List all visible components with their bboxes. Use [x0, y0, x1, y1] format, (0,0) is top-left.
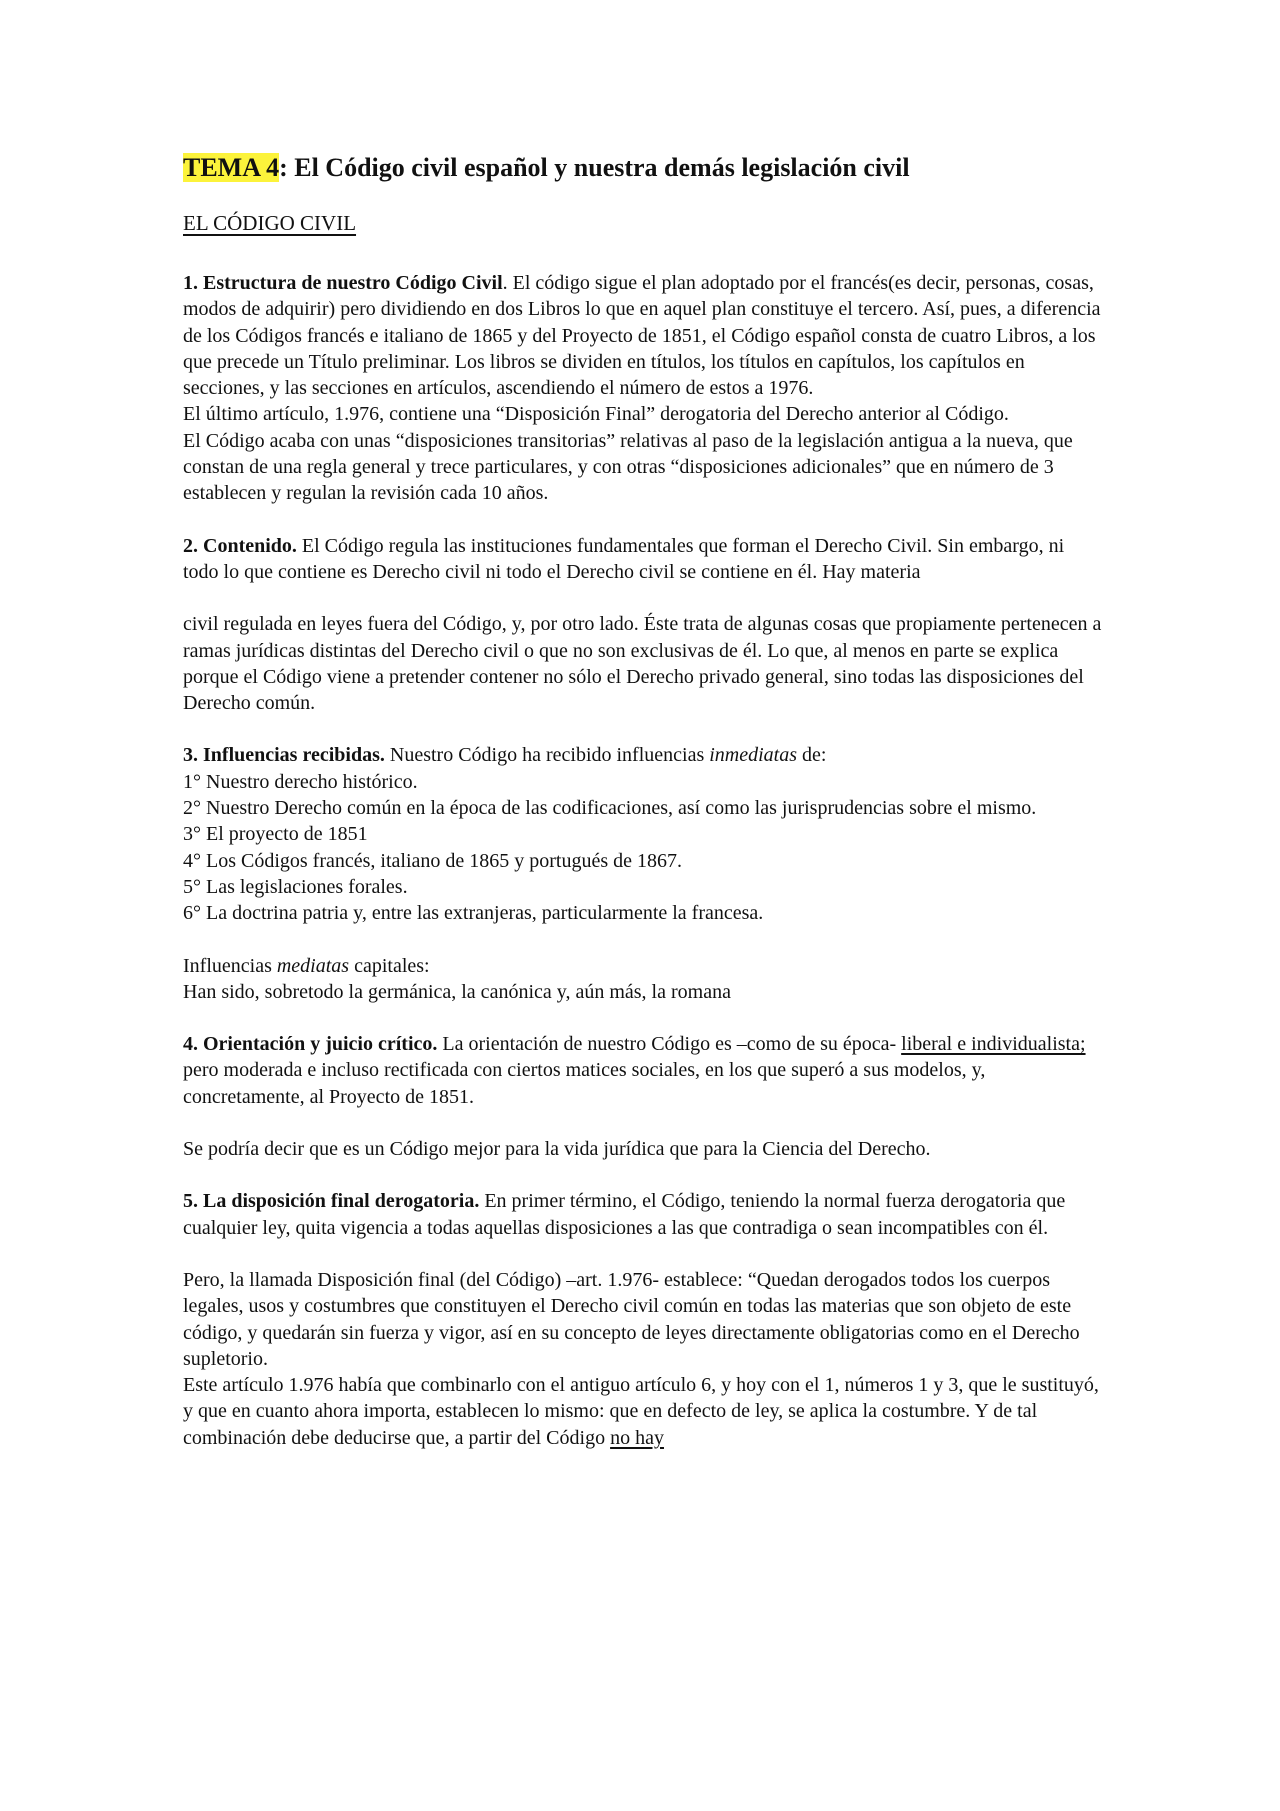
list-item: 2° Nuestro Derecho común en la época de las codificaciones, así como las jurisprudencias sobre el mismo. [183, 797, 1037, 820]
paragraph-structure: 1. Estructura de nuestro Código Civil. El código sigue el plan adoptado por el francés(es decir, personas, cosas, modos de adquirir) pero dividiendo en dos Libros lo que en aquel plan constituye el tercero. Así, pues, a diferencia de los Códigos francés e italiano de 1865 y del Proyecto de 1851, el Código español consta de cuatro Libros, a los que precede un Título preliminar. Los libros se dividen en títulos, los títulos en capítulos, los capítulos en secciones, y las secciones en artículos, ascendiendo el número de estos a 1976. [183, 272, 1101, 400]
document-content [183, 150, 1103, 1451]
paragraph-mediate-list: Han sido, sobretodo la germánica, la canónica y, aún más, la romana [183, 980, 731, 1003]
paragraph-derogation: 5. La disposición final derogatoria. En primer término, el Código, teniendo la normal fuerza derogatoria que cualquier ley, quita vigencia a todas aquellas disposiciones a las que contradiga o sean incompatibles con él. [183, 1190, 1066, 1239]
paragraph-transitional: El Código acaba con unas “disposiciones transitorias” relativas al paso de la legislación antigua a la nueva, que constan de una regla general y trece particulares, y con otras “disposiciones adicionales” que en número de 3 establecen y regulan la revisión cada 10 años. [183, 429, 1073, 505]
paragraph-final-article: El último artículo, 1.976, contiene una “Disposición Final” derogatoria del Derecho anterior al Código. [183, 403, 1009, 426]
paragraph-final-provision: Pero, la llamada Disposición final (del Código) –art. 1.976- establece: “Quedan derogados todos los cuerpos legales, usos y costumbres que constituyen el Derecho civil común en todas las materias que son objeto de este código, y quedarán sin fuerza y vigor, así en su concepto de leyes directamente obligatorias como en el Derecho supletorio. [183, 1268, 1080, 1370]
heading-structure: 1. Estructura de nuestro Código Civil [183, 272, 503, 294]
page-title [183, 150, 1103, 186]
paragraph-article-combination: Este artículo 1.976 había que combinarlo con el antiguo artículo 6, y hoy con el 1, números 1 y 3, que le sustituyó, y que en cuanto ahora importa, establecen lo mismo: que en defecto de ley, se aplica la costumbre. Y de tal combinación debe deducirse que, a partir del Código no hay [183, 1374, 1099, 1449]
paragraph-mediate-influences: Influencias mediatas capitales: [183, 954, 430, 977]
paragraph-content-continued: civil regulada en leyes fuera del Código, y, por otro lado. Éste trata de algunas cosas que propiamente pertenecen a ramas jurídicas distintas del Derecho civil o que no son exclusivas de él. Lo que, al menos en parte se explica porque el Código viene a pretender contener no sólo el Derecho privado general, sino todas las disposiciones del Derecho común. [183, 613, 1102, 715]
list-item: 5° Las legislaciones forales. [183, 875, 408, 898]
paragraph-influences: 3. Influencias recibidas. Nuestro Código ha recibido influencias inmediatas de: [183, 744, 827, 767]
heading-orientation: 4. Orientación y juicio crítico. [183, 1033, 438, 1056]
list-item: 1° Nuestro derecho histórico. [183, 770, 418, 793]
topic-number-highlight: TEMA 4 [183, 153, 280, 182]
heading-influences: 3. Influencias recibidas. [183, 744, 385, 767]
list-item: 3° El proyecto de 1851 [183, 823, 368, 846]
paragraph-content: 2. Contenido. El Código regula las instituciones fundamentales que forman el Derecho Civil. Sin embargo, ni todo lo que contiene es Derecho civil ni todo el Derecho civil se contiene en él. Hay materia [183, 534, 1065, 583]
paragraph-orientation: 4. Orientación y juicio crítico. La orientación de nuestro Código es –como de su época- liberal e individualista; pero moderada e incluso rectificada con ciertos matices sociales, en los que superó a sus modelos, y, concretamente, al Proyecto de 1851. [183, 1033, 1086, 1108]
title-text: : El Código civil español y nuestra demás legislación civil [279, 153, 910, 182]
paragraph-orientation-judgment: Se podría decir que es un Código mejor para la vida jurídica que para la Ciencia del Derecho. [183, 1138, 931, 1161]
list-item: 6° La doctrina patria y, entre las extranjeras, particularmente la francesa. [183, 902, 764, 925]
section-heading: EL CÓDIGO CIVIL [183, 211, 357, 235]
heading-derogation: 5. La disposición final derogatoria. [183, 1190, 480, 1213]
list-item: 4° Los Códigos francés, italiano de 1865 y portugués de 1867. [183, 849, 683, 872]
heading-content: 2. Contenido. [183, 534, 297, 557]
